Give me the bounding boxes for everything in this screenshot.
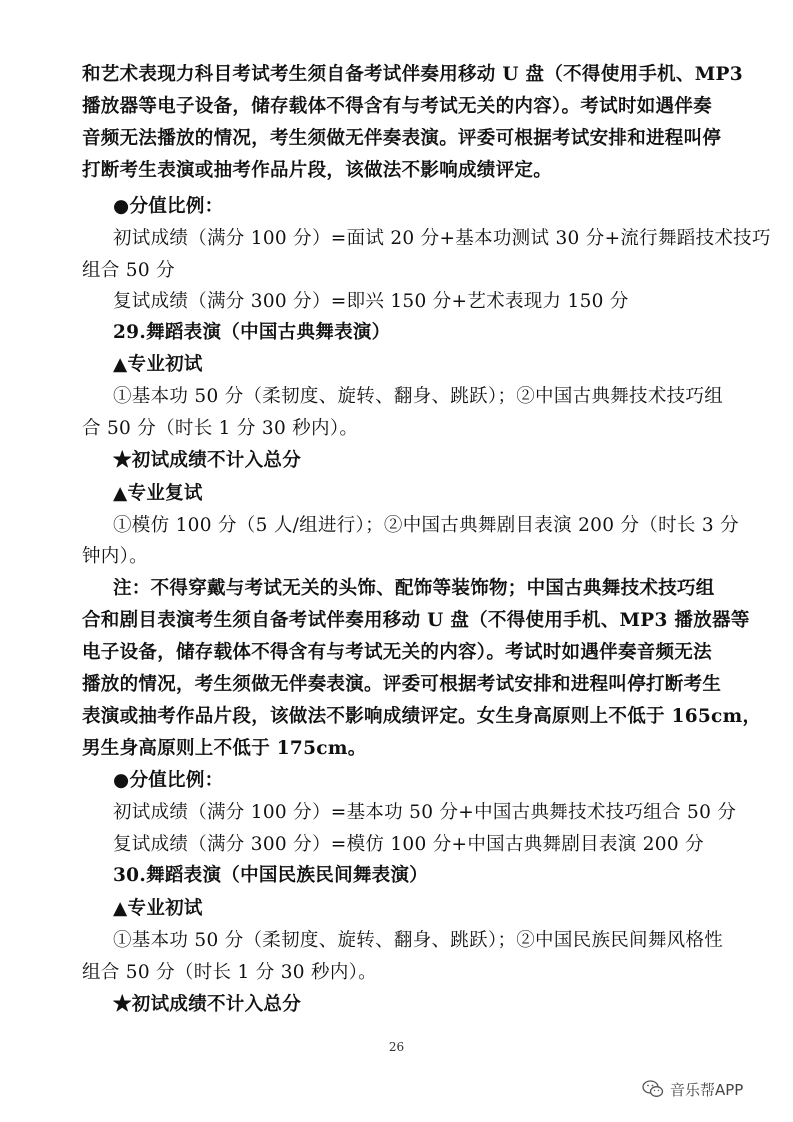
- text-line: 初试成绩（满分 100 分）=基本功 50 分+中国古典舞技术技巧组合 50 分: [113, 802, 737, 823]
- note-line: 男生身高原则上不低于 175cm。: [82, 738, 367, 759]
- section-heading: ▲专业初试: [113, 898, 203, 919]
- section-title: 30.舞蹈表演（中国民族民间舞表演）: [113, 865, 429, 886]
- watermark: [642, 1077, 743, 1101]
- section-heading: ★初试成绩不计入总分: [113, 994, 302, 1015]
- note-line: 表演或抽考作品片段，该做法不影响成绩评定。女生身高原则上不低于 165cm，: [82, 706, 762, 727]
- text-line: 合 50 分（时长 1 分 30 秒内）。: [82, 418, 359, 439]
- text-line: ①基本功 50 分（柔韧度、旋转、翻身、跳跃）；②中国民族民间舞风格性: [113, 930, 724, 951]
- text-line: 和艺术表现力科目考试考生须自备考试伴奏用移动 U 盘（不得使用手机、MP3: [82, 64, 743, 85]
- text-line: 复试成绩（满分 300 分）=即兴 150 分+艺术表现力 150 分: [113, 291, 629, 312]
- text-line: 复试成绩（满分 300 分）=模仿 100 分+中国古典舞剧目表演 200 分: [113, 834, 704, 855]
- page-number: 26: [388, 1040, 405, 1054]
- watermark-text: 音乐帮APP: [670, 1080, 744, 1099]
- section-heading: ▲专业复试: [113, 483, 203, 504]
- section-title: 29.舞蹈表演（中国古典舞表演）: [113, 322, 391, 343]
- note-line: 合和剧目表演考生须自备考试伴奏用移动 U 盘（不得使用手机、MP3 播放器等: [82, 610, 750, 631]
- note-line: 播放的情况，考生须做无伴奏表演。评委可根据考试安排和进程叫停打断考生: [82, 674, 722, 695]
- section-heading: ★初试成绩不计入总分: [113, 450, 302, 471]
- text-line: 钟内）。: [82, 546, 148, 567]
- section-heading: ●分值比例：: [113, 196, 224, 217]
- text-line: ①模仿 100 分（5 人/组进行）；②中国古典舞剧目表演 200 分（时长 3 分: [113, 515, 739, 536]
- note-line: 电子设备，储存载体不得含有与考试无关的内容）。考试时如遇伴奏音频无法: [82, 642, 712, 663]
- section-heading: ▲专业初试: [113, 354, 203, 375]
- text-line: 打断考生表演或抽考作品片段，该做法不影响成绩评定。: [82, 160, 553, 181]
- text-line: 初试成绩（满分 100 分）=面试 20 分+基本功测试 30 分+流行舞蹈技术技巧: [113, 228, 771, 249]
- text-line: ①基本功 50 分（柔韧度、旋转、翻身、跳跃）；②中国古典舞技术技巧组: [113, 386, 724, 407]
- note-line: 注：不得穿戴与考试无关的头饰、配饰等装饰物；中国古典舞技术技巧组: [113, 578, 715, 599]
- text-line: 组合 50 分（时长 1 分 30 秒内）。: [82, 962, 377, 983]
- wechat-icon: [642, 1079, 664, 1099]
- text-line: 播放器等电子设备，储存载体不得含有与考试无关的内容）。考试时如遇伴奏: [82, 96, 712, 117]
- text-line: 组合 50 分: [82, 260, 175, 281]
- text-line: 音频无法播放的情况，考生须做无伴奏表演。评委可根据考试安排和进程叫停: [82, 128, 722, 149]
- section-heading: ●分值比例：: [113, 770, 224, 791]
